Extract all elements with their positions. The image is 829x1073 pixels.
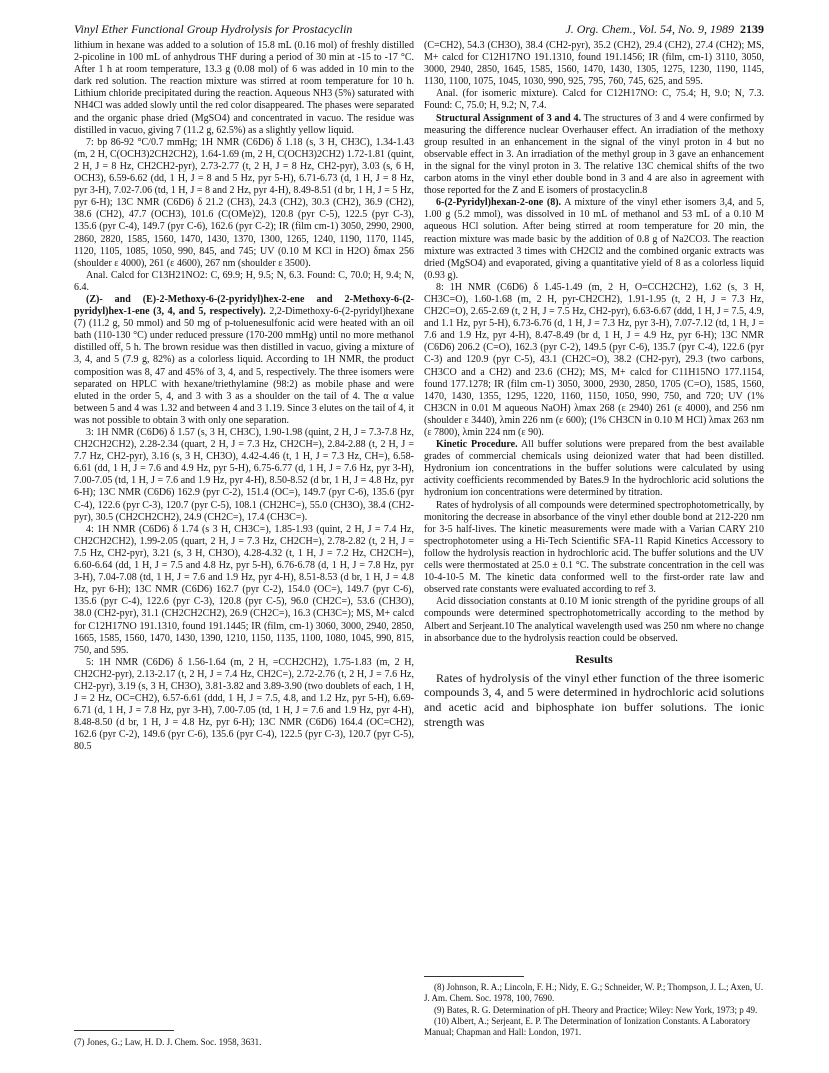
paragraph-compound-4: 4: 1H NMR (C6D6) δ 1.74 (s 3 H, CH3C=), 1.85-1.93 (quint, 2 H, J = 7.4 Hz, CH2CH2CH2), 1.99-2.05 (quart, 2 H, J = 7.3 Hz, CH2CH=), 2.78-2.82 (t, 2 H, J = 7.5 Hz, CH2-pyr), 3.21 (s, 3 H, CH3O), 4.28-4.32 (t, 1 H, J = 7.2 Hz, CH2CH=), 6.60-6.64 (dd, 1 H, J = 7.5 and 4.8 Hz, pyr 5-H), 6.76-6.78 (d, 1 H, J = 7.8 Hz, pyr 3-H), 7.04-7.08 (td, 1 H, J = 7.6 and 1.9 Hz, pyr 4-H), 8.51-8.53 (d br, 1 H, J = 4.8 Hz, pyr 6-H); 13C NMR (C6D6) 162.7 (pyr C-2), 154.0 (OC=), 149.7 (pyr C-6), 135.6 (pyr C-4), 122.6 (pyr C-3), 120.8 (pyr C-5), 96.0 (CH2C=), 53.6 (CH3O), 38.0 (CH2-pyr), 31.1 (CH2CH2CH2), 26.9 (CH2C=), 16.3 (CH3C=); MS, M+ calcd for C12H17NO 191.1310, found 191.1445; IR (film, cm-1) 3060, 3000, 2940, 2850, 1665, 1585, 1560, 1470, 1430, 1390, 1210, 1150, 1135, 1100, 1080, 1045, 990, 815, 750, and 595. [74, 523, 414, 656]
paragraph-compound-7: 7: bp 86-92 °C/0.7 mmHg; 1H NMR (C6D6) δ 1.18 (s, 3 H, CH3C), 1.34-1.43 (m, 2 H, C(OCH3)2CH2CH2), 1.64-1.69 (m, 2 H, C(OCH3)2CH2) 1.72-1.81 (quint, 2 H, J = 8 Hz, CH2CH2-pyr), 2.73-2.77 (t, 2 H, J = 8 Hz, CH2-pyr), 3.03 (s, 6 H, OCH3), 6.59-6.62 (dd, 1 H, J = 8 and 5 Hz, pyr 5-H), 6.71-6.73 (d, 1 H, J = 8 Hz, pyr 3-H), 7.02-7.06 (td, 1 H, J = 8 and 2 Hz, pyr 4-H), 8.49-8.51 (d br, 1 H, J = 5 Hz, pyr 6-H); 13C NMR (C6D6) δ 21.2 (CH3), 24.3 (CH2), 30.3 (CH2), 36.9 (CH2), 38.6 (CH2), 47.7 (OCH3), 101.6 (C(OMe)2), 120.8 (pyr C-5), 122.5 (pyr C-3), 135.6 (pyr C-4), 149.7 (pyr C-6), 162.6 (pyr C-2); IR (film cm-1) 3050, 2990, 2900, 2860, 2820, 1585, 1560, 1470, 1430, 1370, 1300, 1265, 1240, 1190, 1170, 1145, 1120, 1105, 1085, 1050, 990, 845, and 745; UV (0.10 M KCl in H2O) δmax 256 (shoulder ε 4000), 261 (ε 4600), 267 nm (shoulder ε 3500). [74, 136, 414, 269]
journal-citation [565, 22, 764, 37]
section-title: (Z)- and (E)-2-Methoxy-6-(2-pyridyl)hex-2-ene and 2-Methoxy-6-(2-pyridyl)hex-1-ene (3, 4, and 5, respectively). [74, 293, 414, 318]
results-paragraph: Rates of hydrolysis of the vinyl ether function of the three isomeric compounds 3, 4, and 5 were determined in hydrochloric acid solutions and acetic acid and biphosphate ion buffer solutions. The ionic strength was [424, 670, 764, 729]
hexanone-text: A mixture of the vinyl ether isomers 3,4, and 5, 1.00 g (5.2 mmol), was dissolved in 10 mL of methanol and 53 mL of a 0.10 M aqueous HCl solution. After being stirred at room temperature for 20 min, the reaction mixture was made basic by the addition of 0.8 g of Na2CO3. The reaction mixture was extracted 3 times with CH2Cl2 and the combined organic extracts was dried (MgSO4) and evaporated, giving a quantitative yield of 8 as a colorless liquid (0.93 g). [424, 197, 764, 281]
section-text: 2,2-Dimethoxy-6-(2-pyridyl)hexane (7) (11.2 g, 50 mmol) and 50 mg of p-toluenesulfonic acid were heated with an oil bath (110-130 °C) under reduced pressure (170-200 mmHg) until no more methanol distilled off, 5 h. The brown residue was then distilled in vacuo, giving a mixture of 3, 4, and 5 (7.9 g, 82%) as a colorless liquid. According to 1H NMR, the product composition was 8, 47 and 45% of 3, 4, and 5, respectively. The three isomers were separated on HPLC with hexane/triethylamine (98:2) as mobile phase and were eluted in the order 5, 4, and 3 with 3 as a shoulder on the tail of 4. The α value between 5 and 4 was 1.32 and between 4 and 3 1.19. Since 3 elutes on the tail of 4, it was not possible to obtain 3 with only one separation. [74, 306, 414, 426]
footnote-10: (10) Albert, A.; Serjeant, E. P. The Determination of Ionization Constants. A Laboratory Manual; Chapman and Hall: London, 1971. [424, 1016, 751, 1038]
paragraph: (C=CH2), 54.3 (CH3O), 38.4 (CH2-pyr), 35.2 (CH2), 29.4 (CH2), 27.4 (CH2); MS, M+ calcd for C12H17NO 191.1310, found 191.1456; IR (film, cm-1) 3110, 3050, 3000, 2940, 2850, 1645, 1585, 1560, 1470, 1430, 1305, 1275, 1230, 1190, 1145, 1130, 1100, 1075, 1045, 1030, 990, 925, 795, 760, 745, 625, and 595. [424, 40, 764, 88]
running-title: Vinyl Ether Functional Group Hydrolysis for Prostacyclin [74, 22, 353, 36]
journal-name: J. Org. Chem., Vol. 54, No. 9, 1989 [565, 22, 734, 36]
hexanone-title: 6-(2-Pyridyl)hexan-2-one (8). [436, 197, 562, 209]
results-heading: Results [575, 651, 613, 666]
paragraph-rates: Rates of hydrolysis of all compounds were determined spectrophotometrically, by monitoring the decrease in absorbance of the vinyl ether double bond at 212-220 nm for 3-5 half-lives. The kinetic measurements were made with a Varian CARY 210 spectrophotometer using a Hi-Tech Scientific SFA-11 Rapid Kinetics Accessory to follow the hydrolysis reaction in hydrochloric acid. The buffer solutions and the UV cells were thermostated at 25.0 ± 0.1 °C. The substrate concentration in the cell was 10-4-10-5 M. The kinetic data conformed well to the first-order rate law and observed rate constants were evaluated according to ref 3. [424, 499, 764, 596]
hexanone-paragraph [424, 197, 764, 282]
kinetic-paragraph [424, 439, 764, 499]
page-number: 2139 [740, 22, 764, 36]
kinetic-title: Kinetic Procedure. [436, 439, 518, 451]
footnote-rule [424, 976, 524, 977]
left-column [74, 40, 414, 754]
footnote-9: (9) Bates, R. G. Determination of pH. Theory and Practice; Wiley: New York, 1973; p 49. [434, 1004, 758, 1015]
section-paragraph [74, 294, 414, 427]
footnote-rule [74, 1030, 174, 1031]
paragraph-compound-8: 8: 1H NMR (C6D6) δ 1.45-1.49 (m, 2 H, O=CCH2CH2), 1.62 (s, 3 H, CH3C=O), 1.60-1.68 (m, 2 H, pyr-CH2CH2), 1.91-1.95 (t, 2 H, J = 7.3 Hz, CH2C=O), 2.65-2.69 (t, 2 H, J = 7.5 Hz, CH2-pyr), 6.63-6.67 (ddd, 1 H, J = 7.5, 4.9, and 1.1 Hz, pyr 5-H), 6.73-6.76 (d, 1 H, J = 7.3 Hz, pyr 3-H), 7.07-7.12 (td, 1 H, J = 7.6 and 1.9 Hz, pyr 4-H), 8.47-8.49 (br d, 1 H, J = 4.9 Hz, pyr 6-H); 13C NMR (C6D6) 206.2 (C=O), 162.3 (pyr C-2), 149.5 (pyr C-6), 135.7 (pyr C-4), 122.6 (pyr C-3) and 120.9 (pyr C-5), 43.1 (CH2C=O), 38.2 (CH2-pyr), 29.3 (two carbons, CH3CO and a CH2) and 23.6 (CH2); MS, M+ calcd for C11H15NO 177.1154, found 177.1278; IR (film cm-1) 3050, 3000, 2930, 2850, 1705 (C=O), 1585, 1560, 1470, 1430, 1355, 1295, 1220, 1160, 1150, 1050, 990, 750, and 720; UV (1% CH3CN in 0.01 M aqueous NaOH) λmax 268 (ε 2940) 261 (ε 4000), and 256 nm (shoulder ε 3440), λmin 226 nm (ε 600); (1% CH3CN in 0.10 M HCl) λmax 263 nm (ε 7800), λmin 224 nm (ε 90). [424, 281, 764, 438]
footnote-left: (7) Jones, G.; Law, H. D. J. Chem. Soc. 1958, 3631. [74, 1037, 262, 1047]
structural-text: The structures of 3 and 4 were confirmed by measuring the difference nuclear Overhauser effect. An irradiation of the methoxy group resulted in an enhancement in the signal of the vinyl proton in 4 but no observable effect in 3. An irradiation of the methyl group in 3 gave an enhancement in the signal for the vinyl proton in 3. The relative 13C chemical shifts of the two carbon atoms in the vinyl ether double bond in 3 and 4 are also in agreement with those reported for the Z and E isomers of prostacyclin.8 [424, 112, 764, 197]
paragraph-acid-dissociation: Acid dissociation constants at 0.10 M ionic strength of the pyridine groups of all compounds were determined spectrophotometrically according to the method by Albert and Serjeant.10 The analytical wavelength used was 250 nm where no change in absorbance due to the hydrolysis reaction could be observed. [424, 596, 764, 644]
footnote-8: (8) Johnson, R. A.; Lincoln, F. H.; Nidy, E. G.; Schneider, W. P.; Thompson, J. L.; Axen, U. J. Am. Chem. Soc. 1978, 100, 7690. [424, 982, 764, 1003]
running-header [74, 22, 764, 38]
kinetic-text: All buffer solutions were prepared from the best available grades of commercial chemicals using deionized water that had been distilled. Hydronium ion concentrations in the buffer solutions were calculated by using activity coefficients recommended by Bates.9 In the hydrochloric acid solutions the hydronium ion concentrations were determined by titration. [424, 439, 765, 499]
footnotes-right [424, 982, 764, 1039]
right-column [424, 40, 764, 729]
paragraph-analysis: Anal. (for isomeric mixture). Calcd for C12H17NO: C, 75.4; H, 9.0; N, 7.3. Found: C, 75.0; H, 9.2; N, 7.4. [424, 88, 764, 112]
structural-paragraph [424, 113, 764, 198]
paragraph: lithium in hexane was added to a solution of 15.8 mL (0.16 mol) of freshly distilled 2-picoline in 100 mL of anhydrous THF during a period of 30 min at -15 to -17 °C. After 1 h at room temperature, 13.3 g (0.08 mol) of 6 was added in 10 min to the dark red solution. The reaction mixture was stirred at room temperature for 10 h. Lithium chloride precipitated during the reaction. Aqueous NH3 (5%) saturated with NH4Cl was added slowly until the red color disappeared. The phases were separated and the organic phase dried (MgSO4) and concentrated in vacuo. The residue was distilled in vacuo, giving 7 (11.2 g, 62.5%) as a slightly yellow liquid. [74, 40, 414, 136]
paragraph-compound-3: 3: 1H NMR (C6D6) δ 1.57 (s, 3 H, CH3C), 1.90-1.98 (quint, 2 H, J = 7.3-7.8 Hz, CH2CH2CH2), 2.28-2.34 (quart, 2 H, J = 7.3 Hz, CH2CH=), 2.84-2.88 (t, 2 H, J = 7.7 Hz, CH2-pyr), 3.16 (s, 3 H, CH3O), 4.42-4.46 (t, 1 H, J = 7.3 Hz, CH=), 6.58-6.61 (dd, 1 H, J = 7.6 and 4.9 Hz, pyr 5-H), 6.75-6.77 (d, 1 H, J = 7.6 Hz, pyr 3-H), 7.00-7.05 (td, 1 H, J = 7.6 and 1.9 Hz, pyr 4-H), 8.50-8.52 (d br, 1 H, J = 4.8 Hz, pyr 6-H); 13C NMR (C6D6) 162.9 (pyr C-2), 151.4 (OC=), 149.7 (pyr C-6), 135.6 (pyr C-4), 122.6 (pyr C-3), 120.7 (pyr C-5), 108.1 (CH2HC=), 55.0 (CH3O), 38.4 (CH2-pyr), 30.5 (CH2CH2CH2), 24.9 (CH2C=), 17.4 (CH3C=). [74, 427, 414, 523]
structural-title: Structural Assignment of 3 and 4. [436, 112, 581, 124]
paragraph-compound-5: 5: 1H NMR (C6D6) δ 1.56-1.64 (m, 2 H, =CCH2CH2), 1.75-1.83 (m, 2 H, CH2CH2-pyr), 2.13-2.17 (t, 2 H, J = 7.4 Hz, CH2C=), 2.72-2.76 (t, 2 H, J = 7.6 Hz, CH2-pyr), 3.19 (s, 3 H, CH3O), 3.81-3.82 and 3.89-3.90 (two doublets of each, 1 H, J = 2 Hz, OC=CH2), 6.57-6.61 (ddd, 1 H, J = 7.5, 4.8, and 1.2 Hz, pyr 5-H), 6.69-6.71 (d, 1 H, J = 7.8 Hz, pyr 3-H), 7.00-7.05 (td, 1 H, J = 7.6 and 1.9 Hz, pyr 4-H), 8.48-8.50 (d br, 1 H, J = 4.8 Hz, pyr 6-H); 13C NMR (C6D6) 164.4 (OC=CH2), 162.6 (pyr C-2), 149.6 (pyr C-6), 135.6 (pyr C-4), 122.5 (pyr C-3), 120.7 (pyr C-5), 80.5 [74, 656, 414, 753]
paragraph-analysis: Anal. Calcd for C13H21NO2: C, 69.9; H, 9.5; N, 6.3. Found: C, 70.0; H, 9.4; N, 6.4. [74, 269, 414, 293]
